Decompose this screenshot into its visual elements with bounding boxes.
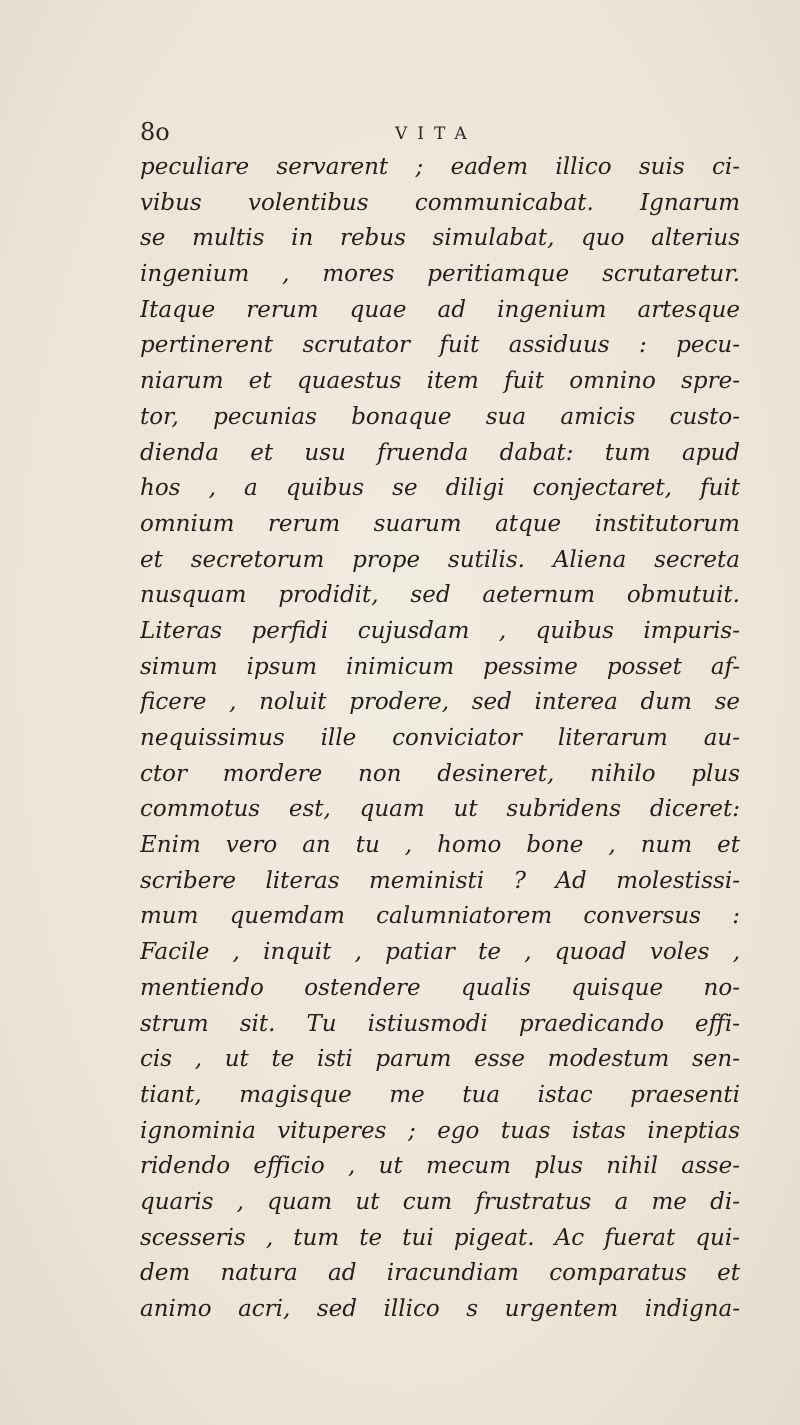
text-line: ignominia vituperes ; ego tuas istas ineptias (140, 1117, 740, 1144)
text-line: nusquam prodidit, sed aeternum obmutuit. (140, 582, 740, 609)
text-line: dienda et usu fruenda dabat: tum apud (140, 439, 740, 466)
text-line: ingenium , mores peritiamque scrutaretur. (140, 261, 740, 288)
text-line: commotus est, quam ut subridens diceret: (140, 796, 740, 823)
text-line: Facile , inquit , patiar te , quoad voles , (140, 939, 740, 966)
text-line: quaris , quam ut cum frustratus a me di- (140, 1188, 740, 1215)
text-line: scesseris , tum te tui pigeat. Ac fuerat qui- (140, 1224, 740, 1251)
text-line: omnium rerum suarum atque institutorum (140, 510, 740, 537)
text-line: Itaque rerum quae ad ingenium artesque (140, 296, 740, 323)
text-line: dem natura ad iracundiam comparatus et (140, 1260, 740, 1287)
text-line: mentiendo ostendere qualis quisque no- (140, 974, 740, 1001)
text-line: et secretorum prope sutilis. Aliena secreta (140, 546, 740, 573)
text-line: animo acri, sed illico s urgentem indigna- (140, 1296, 740, 1322)
text-line: ctor mordere non desineret, nihilo plus (140, 760, 740, 787)
text-line: simum ipsum inimicum pessime posset af- (140, 653, 740, 680)
text-line: cis , ut te isti parum esse modestum sen- (140, 1046, 740, 1073)
text-line: mum quemdam calumniatorem conversus : (140, 903, 740, 930)
running-head (140, 118, 720, 148)
text-line: tor, pecunias bonaque sua amicis custo- (140, 403, 740, 430)
running-title: VITA (395, 124, 477, 144)
text-line: se multis in rebus simulabat, quo alterius (140, 225, 740, 252)
text-line: ridendo efficio , ut mecum plus nihil asse- (140, 1153, 740, 1180)
text-line: strum sit. Tu istiusmodi praedicando effi- (140, 1010, 740, 1037)
text-line: hos , a quibus se diligi conjectaret, fuit (140, 475, 740, 502)
text-line: pertinerent scrutator fuit assiduus : pecu- (140, 332, 740, 359)
page-number: 8o (140, 118, 170, 146)
text-line: vibus volentibus communicabat. Ignarum (140, 189, 740, 216)
text-line: ficere , noluit prodere, sed interea dum se (140, 689, 740, 716)
text-line: Literas perfidi cujusdam , quibus impuris- (140, 617, 740, 644)
text-line: Enim vero an tu , homo bone , num et (140, 832, 740, 859)
text-line: scribere literas meministi ? Ad molestissi- (140, 867, 740, 894)
text-line: nequissimus ille conviciator literarum au- (140, 725, 740, 751)
text-line: niarum et quaestus item fuit omnino spre- (140, 368, 740, 395)
text-line: tiant, magisque me tua istac praesenti (140, 1081, 740, 1108)
body-text (140, 150, 740, 1328)
text-line: peculiare servarent ; eadem illico suis ci- (140, 154, 740, 180)
